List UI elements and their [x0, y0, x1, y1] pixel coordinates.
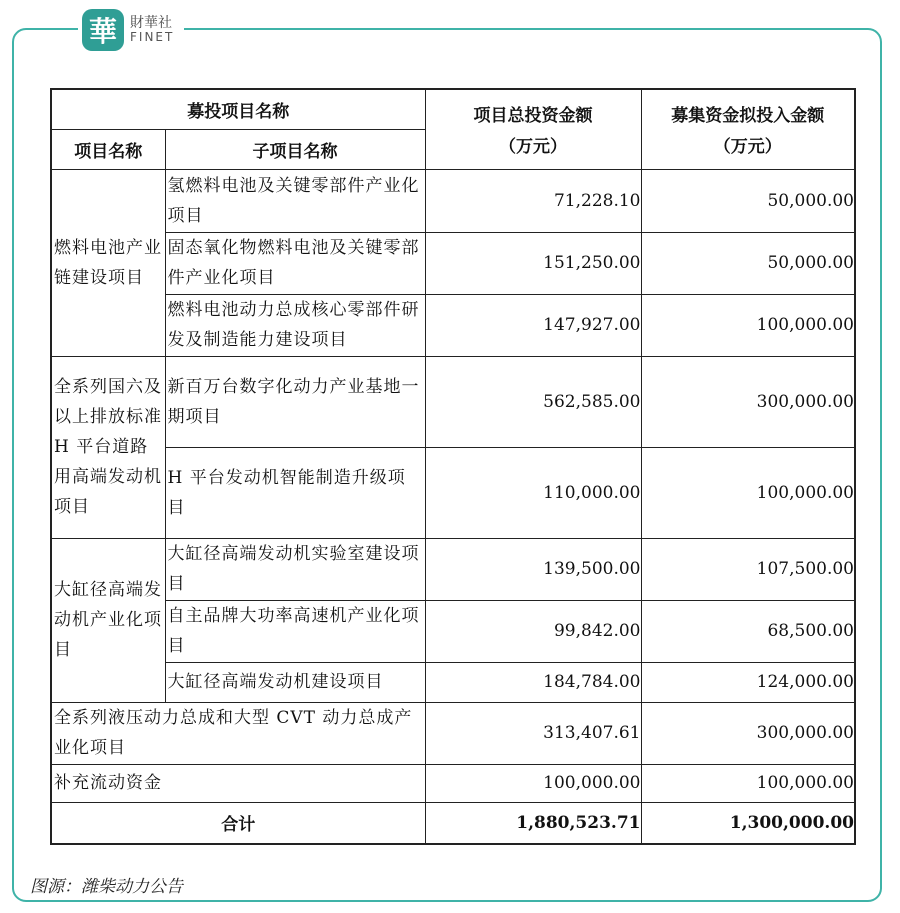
subproject-name: 固态氧化物燃料电池及关键零部件产业化项目: [165, 232, 425, 294]
subproject-name: 大缸径高端发动机建设项目: [165, 662, 425, 702]
table-row: [51, 447, 855, 538]
project-name: 全系列国六及以上排放标准 H 平台道路用高端发动机项目: [51, 356, 165, 538]
raised-cell: 100,000.00: [641, 764, 855, 802]
raised-cell: 300,000.00: [641, 702, 855, 764]
header-project: 项目名称: [51, 129, 165, 169]
total-sum-cell: 1,880,523.71: [425, 802, 641, 844]
source-caption: 图源：潍柴动力公告: [30, 877, 183, 897]
raised-cell: 68,500.00: [641, 600, 855, 662]
total-cell: 562,585.00: [425, 356, 641, 447]
table-row: [51, 702, 855, 764]
raised-sum-cell: 1,300,000.00: [641, 802, 855, 844]
subproject-name: 新百万台数字化动力产业基地一期项目: [165, 356, 425, 447]
total-cell: 100,000.00: [425, 764, 641, 802]
total-cell: 139,500.00: [425, 538, 641, 600]
total-cell: 151,250.00: [425, 232, 641, 294]
raised-cell: 124,000.00: [641, 662, 855, 702]
raised-cell: 100,000.00: [641, 447, 855, 538]
raised-cell: 100,000.00: [641, 294, 855, 356]
header-total: 项目总投资金额 （万元）: [425, 89, 641, 169]
header-group: 募投项目名称: [51, 89, 425, 129]
table-row: [51, 538, 855, 600]
project-name: 全系列液压动力总成和大型 CVT 动力总成产业化项目: [51, 702, 425, 764]
table-row: [51, 356, 855, 447]
table-row: [51, 662, 855, 702]
table-row: [51, 600, 855, 662]
table-row: [51, 294, 855, 356]
logo-en-text: FINET: [130, 30, 175, 45]
subproject-name: 燃料电池动力总成核心零部件研发及制造能力建设项目: [165, 294, 425, 356]
total-cell: 184,784.00: [425, 662, 641, 702]
raised-cell: 50,000.00: [641, 232, 855, 294]
header-raised: 募集资金拟投入金额 （万元）: [641, 89, 855, 169]
total-cell: 71,228.10: [425, 169, 641, 232]
header-subproject: 子项目名称: [165, 129, 425, 169]
project-name: 补充流动资金: [51, 764, 425, 802]
raised-cell: 300,000.00: [641, 356, 855, 447]
total-cell: 110,000.00: [425, 447, 641, 538]
raised-cell: 107,500.00: [641, 538, 855, 600]
project-name: 大缸径高端发动机产业化项目: [51, 538, 165, 702]
subproject-name: H 平台发动机智能制造升级项目: [165, 447, 425, 538]
total-row: [51, 802, 855, 844]
raised-cell: 50,000.00: [641, 169, 855, 232]
total-cell: 313,407.61: [425, 702, 641, 764]
table-row: [51, 169, 855, 232]
total-cell: 99,842.00: [425, 600, 641, 662]
subproject-name: 大缸径高端发动机实验室建设项目: [165, 538, 425, 600]
total-cell: 147,927.00: [425, 294, 641, 356]
logo-cn-text: 財華社: [130, 15, 172, 32]
fundraising-table: [50, 88, 856, 845]
project-name: 燃料电池产业链建设项目: [51, 169, 165, 356]
subproject-name: 氢燃料电池及关键零部件产业化项目: [165, 169, 425, 232]
total-label: 合计: [51, 802, 425, 844]
finet-logo: [78, 4, 184, 56]
subproject-name: 自主品牌大功率高速机产业化项目: [165, 600, 425, 662]
table-row: [51, 232, 855, 294]
logo-seal-icon: 華: [82, 9, 124, 51]
table-row: [51, 764, 855, 802]
